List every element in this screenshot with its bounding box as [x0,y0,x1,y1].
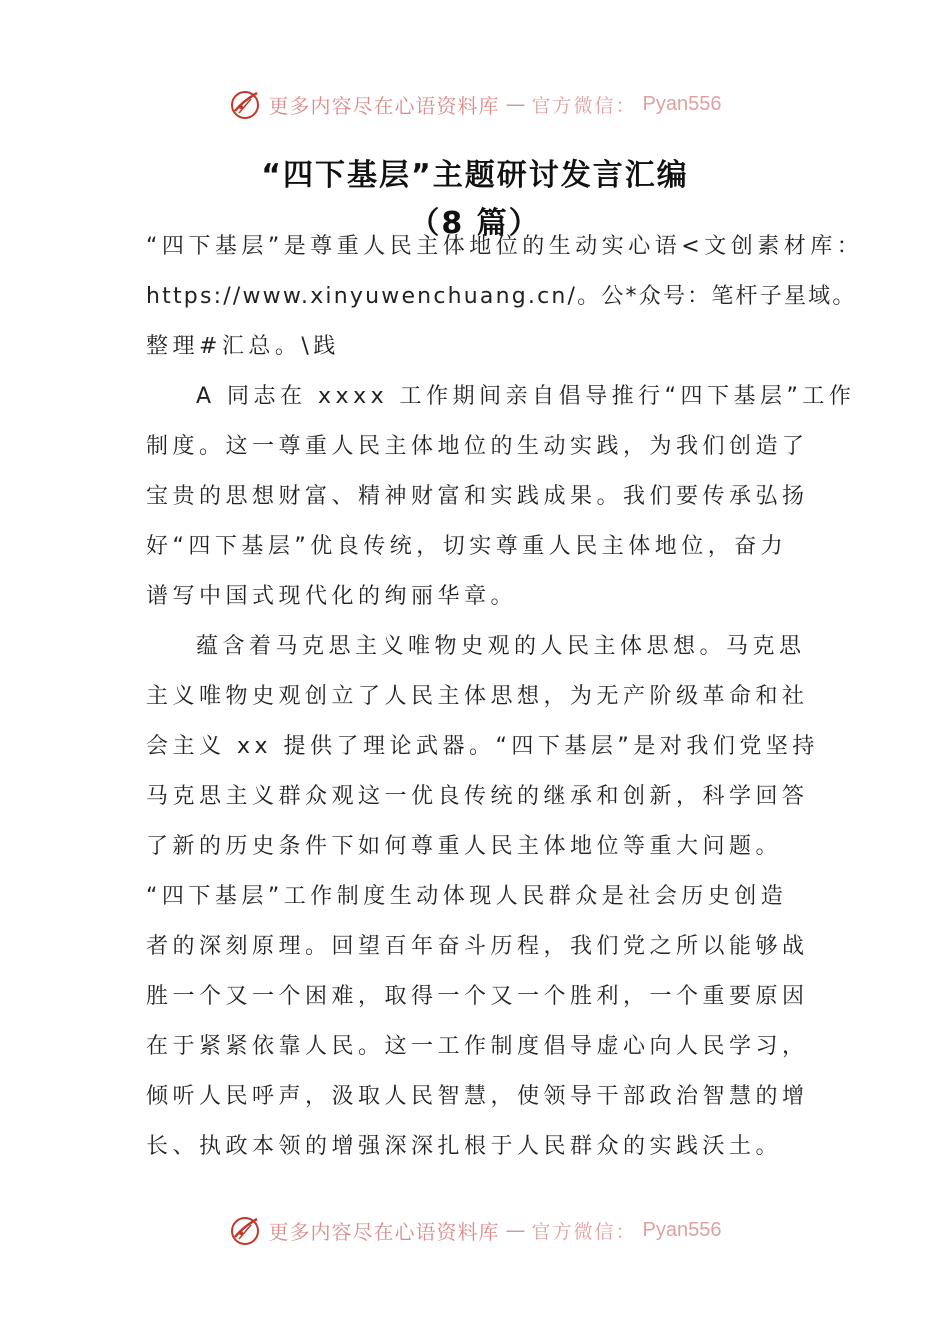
text-line: https://www.xinyuwenchuang.cn/。公*众号：笔杆子星域。 [146,284,857,309]
text-line: 胜一个又一个困难，取得一个又一个胜利，一个重要原因 [146,984,809,1009]
document-subtitle: （8 篇） [409,206,541,241]
pen-logo-icon [229,1213,263,1247]
text-line: 谱写中国式现代化的绚丽华章。 [146,584,518,609]
watermark-id: Pyan556 [642,92,722,115]
text-line: “四下基层”是尊重人民主体地位的生动实心语<文创素材库： [146,234,864,259]
text-line: A 同志在 xxxx 工作期间亲自倡导推行“四下基层”工作 [196,384,856,409]
pen-logo-icon [229,87,263,121]
watermark-separator: — [505,92,526,116]
watermark-label: 官方微信： [531,1220,637,1243]
watermark-text: 更多内容尽在心语资料库 [268,1219,500,1244]
text-line: 在于紧紧依靠人民。这一工作制度倡导虚心向人民学习， [146,1034,809,1059]
text-line: 会主义 xx 提供了理论武器。“四下基层”是对我们党坚持 [146,734,819,759]
document-title: “四下基层”主题研讨发言汇编 [261,158,689,193]
text-line: 了新的历史条件下如何尊重人民主体地位等重大问题。 [146,834,783,859]
paragraph-2 [146,622,819,1172]
paragraph-1 [146,372,856,622]
text-line: 宝贵的思想财富、精神财富和实践成果。我们要传承弘扬 [146,484,809,509]
watermark-id: Pyan556 [642,1218,722,1241]
text-line: 整理#汇总。\践 [146,334,340,359]
text-line: 者的深刻原理。回望百年奋斗历程，我们党之所以能够战 [146,934,809,959]
text-line: 好“四下基层”优良传统，切实尊重人民主体地位，奋力 [146,534,788,559]
text-line: 马克思主义群众观这一优良传统的继承和创新，科学回答 [146,784,809,809]
text-line: 蕴含着马克思主义唯物史观的人民主体思想。马克思 [196,634,806,659]
text-line: 制度。这一尊重人民主体地位的生动实践，为我们创造了 [146,434,809,459]
watermark-separator: — [505,1218,526,1242]
intro-paragraph [146,222,864,372]
watermark-text: 更多内容尽在心语资料库 [268,93,500,118]
header-watermark [0,84,950,124]
document-body [146,222,864,1172]
text-line: 主义唯物史观创立了人民主体思想，为无产阶级革命和社 [146,684,809,709]
watermark-label: 官方微信： [531,94,637,117]
footer-watermark [0,1210,950,1250]
text-line: 长、执政本领的增强深深扎根于人民群众的实践沃土。 [146,1134,783,1159]
text-line: 倾听人民呼声，汲取人民智慧，使领导干部政治智慧的增 [146,1084,809,1109]
text-line: “四下基层”工作制度生动体现人民群众是社会历史创造 [146,884,788,909]
